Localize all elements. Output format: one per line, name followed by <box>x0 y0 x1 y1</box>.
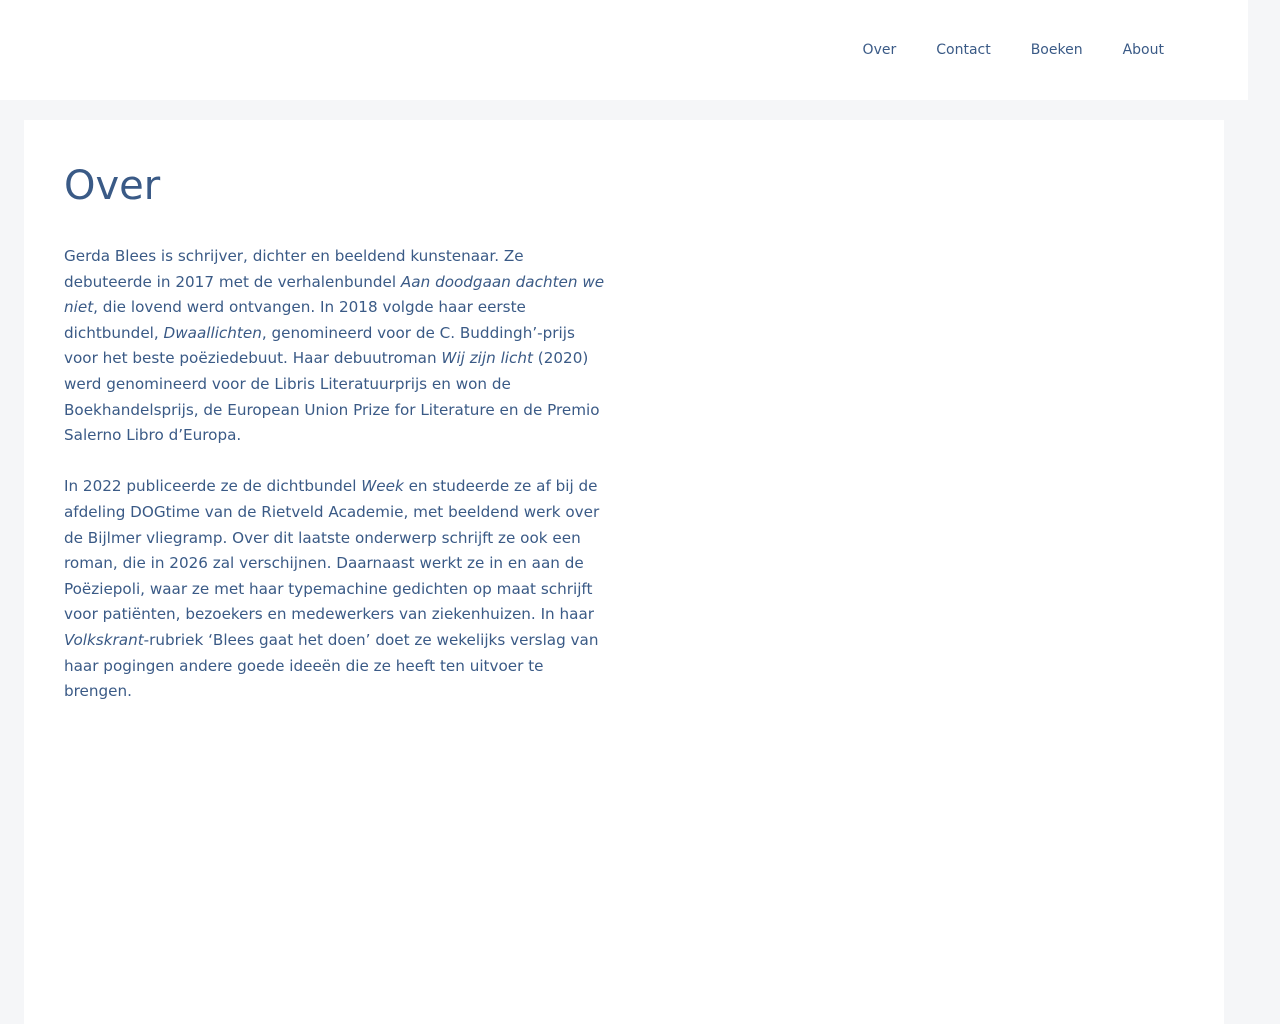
text-segment: , genomineerd voor de C. Buddingh’-prijs voor het beste poëziedebuut. Haar debuutroman <box>64 323 575 368</box>
book-title: Dwaallichten <box>163 323 262 342</box>
book-title: Wij zijn licht <box>441 349 533 368</box>
page-content <box>24 120 1224 1024</box>
nav-item-boeken[interactable]: Boeken <box>1030 42 1083 58</box>
text-segment: In 2022 publiceerde ze de dichtbundel <box>64 477 362 496</box>
site-header <box>0 0 1248 100</box>
text-segment: (2020) werd genomineerd voor de Libris Literatuurprijs en won de Boekhandelsprijs, de European Union Prize for Literature en de Premio Salerno Libro d’Europa. <box>64 349 600 445</box>
text-segment: en studeerde ze af bij de afdeling DOGtime van de Rietveld Academie, met beeldend werk over de Bijlmer vliegramp. Over dit laatste onderwerp schrijft ze ook een roman, die in 2026 zal verschijnen. Daarnaast werkt ze in en aan de Poëziepoli, waar ze met haar typemachine gedichten op maat schrijft voor patiënten, bezoekers en medewerkers van ziekenhuizen. In haar <box>64 477 600 624</box>
book-title: Aan doodgaan dachten we niet <box>64 272 605 317</box>
text-segment: Gerda Blees is schrijver, dichter en beeldend kunstenaar. Ze debuteerde in 2017 met de verhalenbundel <box>64 247 524 291</box>
nav-item-over[interactable]: Over <box>862 42 897 58</box>
book-title: Week <box>361 477 404 496</box>
text-segment: -rubriek ‘Blees gaat het doen’ doet ze wekelijks verslag van haar pogingen andere goede ideeën die ze heeft ten uitvoer te brengen. <box>64 630 599 701</box>
nav-item-about[interactable]: About <box>1122 42 1164 58</box>
nav-item-contact[interactable]: Contact <box>936 42 991 58</box>
paragraph-career <box>64 474 609 704</box>
text-segment: , die lovend werd ontvangen. In 2018 volgde haar eerste dichtbundel, <box>64 298 526 342</box>
scrollbar[interactable] <box>1248 0 1280 1024</box>
paragraph-intro <box>64 244 609 449</box>
publication-name: Volkskrant <box>64 630 144 649</box>
article-body <box>64 244 609 730</box>
main-navigation <box>843 0 1184 100</box>
page-title: Over <box>64 163 161 209</box>
